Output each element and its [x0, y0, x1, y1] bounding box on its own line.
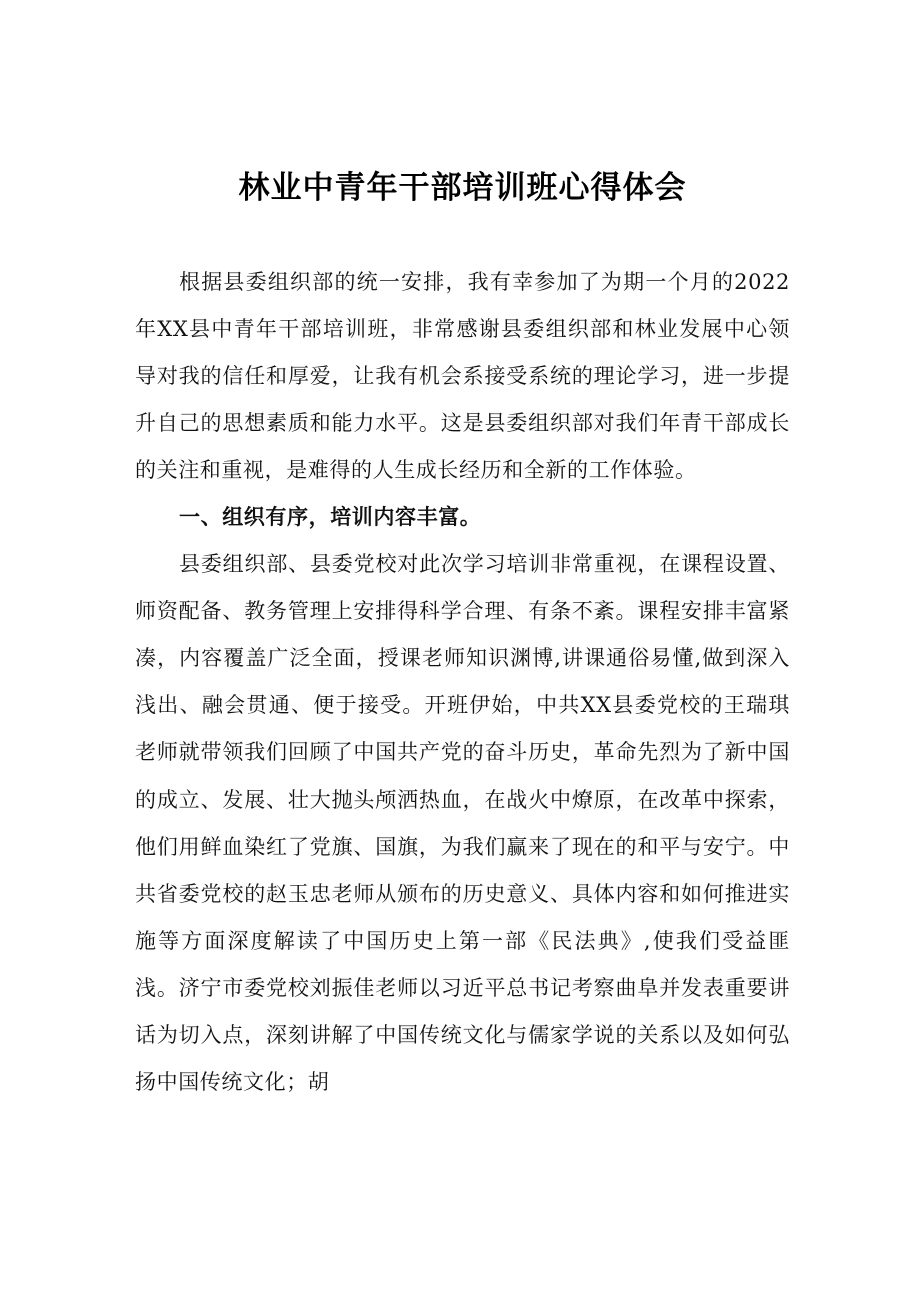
intro-paragraph: 根据县委组织部的统一安排，我有幸参加了为期一个月的2022年XX县中青年干部培训班，非常感谢县委组织部和林业发展中心领导对我的信任和厚爱，让我有机会系接受系统的理论学习，进一步提升自己的思想素质和能力水平。这是县委组织部对我们年青干部成长的关注和重视，是难得的人生成长经历和全新的工作体验。 [135, 270, 790, 483]
document-body [135, 259, 790, 1106]
document-title: 林业中青年干部培训班心得体会 [238, 170, 687, 206]
section-heading: 一、组织有序，培训内容丰富。 [179, 505, 482, 530]
section-paragraph: 县委组织部、县委党校对此次学习培训非常重视，在课程设置、师资配备、教务管理上安排得科学合理、有条不紊。课程安排丰富紧凑，内容覆盖广泛全面，授课老师知识渊博,讲课通俗易懂,做到深入浅出、融会贯通、便于接受。开班伊始，中共XX县委党校的王瑞琪老师就带领我们回顾了中国共产党的奋斗历史，革命先烈为了新中国的成立、发展、壮大抛头颅洒热血，在战火中燎原，在改革中探索，他们用鲜血染红了党旗、国旗，为我们赢来了现在的和平与安宁。中共省委党校的赵玉忠老师从颁布的历史意义、具体内容和如何推进实施等方面深度解读了中国历史上第一部《民法典》,使我们受益匪浅。济宁市委党校刘振佳老师以习近平总书记考察曲阜并发表重要讲话为切入点，深刻讲解了中国传统文化与儒家学说的关系以及如何弘扬中国传统文化；胡 [135, 552, 790, 1094]
